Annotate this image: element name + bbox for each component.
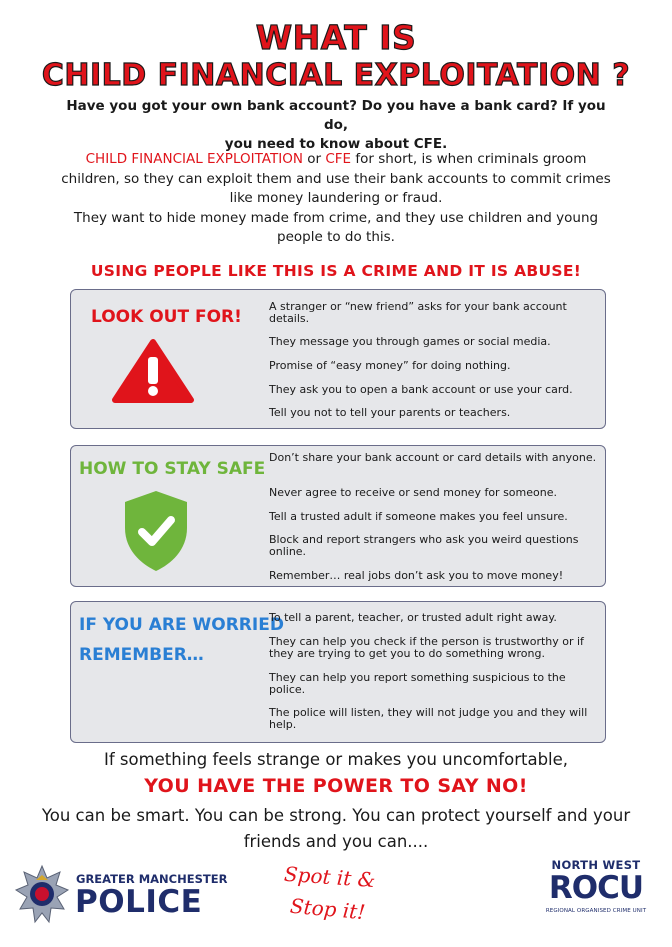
police-star-badge-icon xyxy=(14,864,70,926)
look-out-item: They message you through games or social media. xyxy=(269,335,551,348)
gmp-name-line2: POLICE xyxy=(75,884,203,920)
intro-paragraph xyxy=(60,150,612,248)
rocu-full-name: REGIONAL ORGANISED CRIME UNIT xyxy=(545,908,647,914)
stay-safe-item: Block and report strangers who ask you weird questions online. xyxy=(269,533,579,558)
closing-line3: You can be smart. You can be strong. You can protect yourself and your friends and you can.... xyxy=(41,806,631,851)
subtitle xyxy=(60,97,612,154)
shield-check-icon xyxy=(121,488,191,574)
rocu-logo xyxy=(540,858,652,922)
look-out-title: LOOK OUT FOR! xyxy=(91,307,242,327)
look-out-panel xyxy=(70,289,606,429)
abuse-statement: USING PEOPLE LIKE THIS IS A CRIME AND IT IS ABUSE! xyxy=(90,262,582,280)
gmp-logo xyxy=(14,862,228,928)
look-out-item: A stranger or “new friend” asks for your bank account details. xyxy=(269,300,567,325)
worried-title-line1: IF YOU ARE WORRIED xyxy=(79,615,284,635)
stay-safe-item: Never agree to receive or send money for someone. xyxy=(269,486,557,499)
subtitle-line1: Have you got your own bank account? Do you have a bank card? If you do, xyxy=(66,98,606,133)
look-out-item: They ask you to open a bank account or use your card. xyxy=(269,383,573,396)
intro-text2: They want to hide money made from crime, and they use children and young people to do this. xyxy=(73,209,599,245)
intro-abbr: CFE xyxy=(325,151,352,167)
worried-title-line2: REMEMBER… xyxy=(79,645,204,665)
worried-item: To tell a parent, teacher, or trusted adult right away. xyxy=(269,611,557,624)
gmp-name-line1: GREATER MANCHESTER xyxy=(76,872,228,886)
stay-safe-title: HOW TO STAY SAFE xyxy=(79,459,266,479)
warning-triangle-icon xyxy=(111,338,195,404)
stay-safe-item: Don’t share your bank account or card details with anyone. xyxy=(269,451,597,464)
stay-safe-panel xyxy=(70,445,606,587)
intro-or: or xyxy=(302,151,326,167)
closing-line2: YOU HAVE THE POWER TO SAY NO! xyxy=(144,775,528,797)
rocu-region: NORTH WEST xyxy=(551,858,641,872)
worried-item: They can help you check if the person is trustworthy or if they are trying to get you to do something wrong. xyxy=(269,635,584,660)
page-title-line1: WHAT IS xyxy=(255,18,417,57)
page-title-line2: CHILD FINANCIAL EXPLOITATION ? xyxy=(41,58,631,93)
slogan-line1: Spot it & xyxy=(283,861,377,893)
worried-item: The police will listen, they will not judge you and they will help. xyxy=(269,706,588,731)
look-out-item: Promise of “easy money” for doing nothing. xyxy=(269,359,511,372)
look-out-item: Tell you not to tell your parents or teachers. xyxy=(269,406,511,419)
intro-term: CHILD FINANCIAL EXPLOITATION xyxy=(85,151,303,167)
stay-safe-item: Tell a trusted adult if someone makes you feel unsure. xyxy=(269,510,568,523)
closing-line1: If something feels strange or makes you uncomfortable, xyxy=(103,750,569,769)
intro-text1: for short, is when criminals groom children, so they can exploit them and use their bank accounts to commit crimes like money laundering or fraud. xyxy=(61,151,611,206)
worried-item: They can help you report something suspicious to the police. xyxy=(269,671,566,696)
subtitle-line2: you need to know about CFE. xyxy=(224,136,448,152)
stay-safe-item: Remember… real jobs don’t ask you to move money! xyxy=(269,569,564,582)
slogan-line2: Stop it! xyxy=(289,893,367,925)
worried-panel xyxy=(70,601,606,743)
rocu-name: ROCU xyxy=(548,870,644,906)
